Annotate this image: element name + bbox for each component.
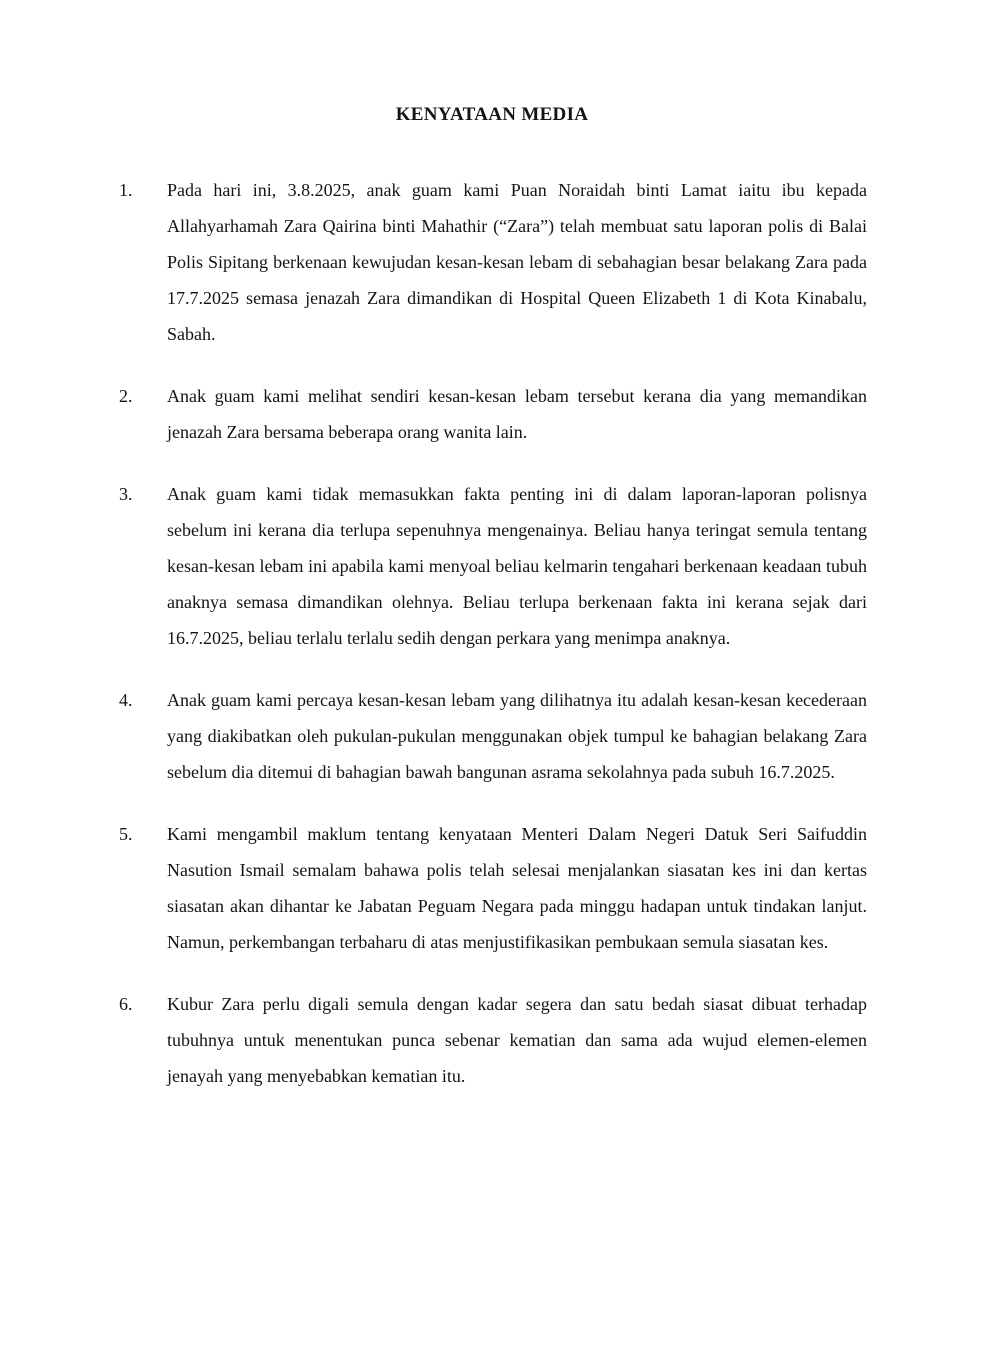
paragraph-list (0, 172, 984, 1094)
paragraph-text: Anak guam kami melihat sendiri kesan-kesan lebam tersebut kerana dia yang memandikan jenazah Zara bersama beberapa orang wanita lain. (167, 386, 867, 442)
paragraph-text: Anak guam kami percaya kesan-kesan lebam yang dilihatnya itu adalah kesan-kesan kecederaan yang diakibatkan oleh pukulan-pukulan menggunakan objek tumpul ke bahagian belakang Zara sebelum dia ditemui di bahagian bawah bangunan asrama sekolahnya pada subuh 16.7.2025. (167, 690, 867, 782)
paragraph-text: Anak guam kami tidak memasukkan fakta penting ini di dalam laporan-laporan polisnya sebelum ini kerana dia terlupa sepenuhnya mengenainya. Beliau hanya teringat semula tentang kesan-kesan lebam ini apabila kami menyoal beliau kelmarin tengahari berkenaan keadaan tubuh anaknya semasa dimandikan olehnya. Beliau terlupa berkenaan fakta ini kerana sejak dari 16.7.2025, beliau terlalu terlalu sedih dengan perkara yang menimpa anaknya. (167, 484, 867, 648)
paragraph-item-2 (119, 378, 867, 450)
paragraph-number: 6. (119, 994, 133, 1014)
paragraph-item-6 (119, 986, 867, 1094)
paragraph-number: 3. (119, 484, 133, 504)
paragraph-number: 2. (119, 386, 133, 406)
paragraph-number: 1. (119, 180, 133, 200)
paragraph-number: 5. (119, 824, 133, 844)
paragraph-text: Kami mengambil maklum tentang kenyataan Menteri Dalam Negeri Datuk Seri Saifuddin Nasution Ismail semalam bahawa polis telah selesai menjalankan siasatan kes ini dan kertas siasatan akan dihantar ke Jabatan Peguam Negara pada minggu hadapan untuk tindakan lanjut. Namun, perkembangan terbaharu di atas menjustifikasikan pembukaan semula siasatan kes. (167, 824, 867, 952)
paragraph-text: Kubur Zara perlu digali semula dengan kadar segera dan satu bedah siasat dibuat terhadap tubuhnya untuk menentukan punca sebenar kematian dan sama ada wujud elemen-elemen jenayah yang menyebabkan kematian itu. (167, 994, 867, 1086)
document-title: KENYATAAN MEDIA (395, 104, 589, 125)
paragraph-item-3 (119, 476, 867, 656)
paragraph-item-4 (119, 682, 867, 790)
paragraph-item-5 (119, 816, 867, 960)
paragraph-number: 4. (119, 690, 133, 710)
paragraph-text: Pada hari ini, 3.8.2025, anak guam kami Puan Noraidah binti Lamat iaitu ibu kepada Allahyarhamah Zara Qairina binti Mahathir (“Zara”) telah membuat satu laporan polis di Balai Polis Sipitang berkenaan kewujudan kesan-kesan lebam di sebahagian besar belakang Zara pada 17.7.2025 semasa jenazah Zara dimandikan di Hospital Queen Elizabeth 1 di Kota Kinabalu, Sabah. (167, 180, 867, 344)
paragraph-item-1 (119, 172, 867, 352)
